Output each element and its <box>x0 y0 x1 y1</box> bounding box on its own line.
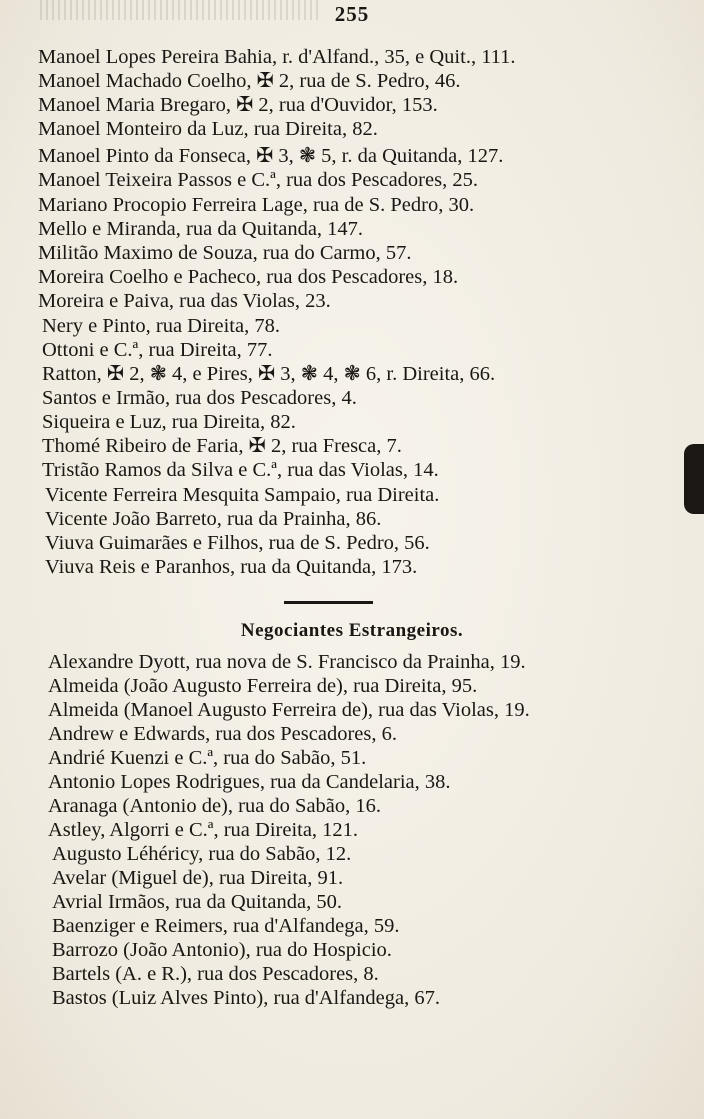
list-item: Andrew e Edwards, rua dos Pescadores, 6. <box>48 723 397 745</box>
list-item: Ottoni e C.ª, rua Direita, 77. <box>42 339 273 361</box>
list-item: Aranaga (Antonio de), rua do Sabão, 16. <box>48 795 382 817</box>
list-item: Bastos (Luiz Alves Pinto), rua d'Alfandega, 67. <box>52 987 440 1009</box>
list-item: Augusto Léhéricy, rua do Sabão, 12. <box>52 843 352 865</box>
list-item: Manoel Maria Bregaro, ✠ 2, rua d'Ouvidor, 153. <box>38 94 438 116</box>
list-item: Andrié Kuenzi e C.ª, rua do Sabão, 51. <box>48 747 367 769</box>
list-item: Thomé Ribeiro de Faria, ✠ 2, rua Fresca, 7. <box>42 435 402 457</box>
list-item: Baenziger e Reimers, rua d'Alfandega, 59. <box>52 915 400 937</box>
list-item: Barrozo (João Antonio), rua do Hospicio. <box>52 939 392 961</box>
list-item: Antonio Lopes Rodrigues, rua da Candelaria, 38. <box>48 771 451 793</box>
list-item: Vicente João Barreto, rua da Prainha, 86. <box>45 508 382 530</box>
list-item: Nery e Pinto, rua Direita, 78. <box>42 315 280 337</box>
list-item: Manoel Pinto da Fonseca, ✠ 3, ❃ 5, r. da Quitanda, 127. <box>38 145 504 167</box>
list-item: Viuva Reis e Paranhos, rua da Quitanda, 173. <box>45 556 418 578</box>
list-item: Moreira e Paiva, rua das Violas, 23. <box>38 290 331 312</box>
list-item: Viuva Guimarães e Filhos, rua de S. Pedro, 56. <box>45 532 430 554</box>
list-item: Manoel Lopes Pereira Bahia, r. d'Alfand., 35, e Quit., 111. <box>38 46 516 68</box>
list-item: Mello e Miranda, rua da Quitanda, 147. <box>38 218 364 240</box>
list-item: Almeida (João Augusto Ferreira de), rua Direita, 95. <box>48 675 478 697</box>
section-heading: Negociantes Estrangeiros. <box>240 620 464 641</box>
list-item: Moreira Coelho e Pacheco, rua dos Pescadores, 18. <box>38 266 459 288</box>
list-item: Manoel Teixeira Passos e C.ª, rua dos Pescadores, 25. <box>38 169 478 191</box>
ink-blot <box>684 444 704 514</box>
page-number: 255 <box>334 2 370 26</box>
list-item: Astley, Algorri e C.ª, rua Direita, 121. <box>48 819 359 841</box>
list-item: Militão Maximo de Souza, rua do Carmo, 57. <box>38 242 412 264</box>
list-item: Siqueira e Luz, rua Direita, 82. <box>42 411 296 433</box>
list-item: Mariano Procopio Ferreira Lage, rua de S. Pedro, 30. <box>38 194 475 216</box>
list-item: Ratton, ✠ 2, ❃ 4, e Pires, ✠ 3, ❃ 4, ❃ 6, r. Direita, 66. <box>42 363 496 385</box>
list-item: Vicente Ferreira Mesquita Sampaio, rua Direita. <box>45 484 440 506</box>
list-item: Bartels (A. e R.), rua dos Pescadores, 8. <box>52 963 379 985</box>
list-item: Avrial Irmãos, rua da Quitanda, 50. <box>52 891 342 913</box>
list-item: Almeida (Manoel Augusto Ferreira de), rua das Violas, 19. <box>48 699 530 721</box>
list-item: Tristão Ramos da Silva e C.ª, rua das Violas, 14. <box>42 459 439 481</box>
section-divider <box>284 601 373 604</box>
list-item: Santos e Irmão, rua dos Pescadores, 4. <box>42 387 357 409</box>
list-item: Avelar (Miguel de), rua Direita, 91. <box>52 867 344 889</box>
list-item: Manoel Monteiro da Luz, rua Direita, 82. <box>38 118 378 140</box>
list-item: Alexandre Dyott, rua nova de S. Francisco da Prainha, 19. <box>48 651 526 673</box>
list-item: Manoel Machado Coelho, ✠ 2, rua de S. Pedro, 46. <box>38 70 461 92</box>
